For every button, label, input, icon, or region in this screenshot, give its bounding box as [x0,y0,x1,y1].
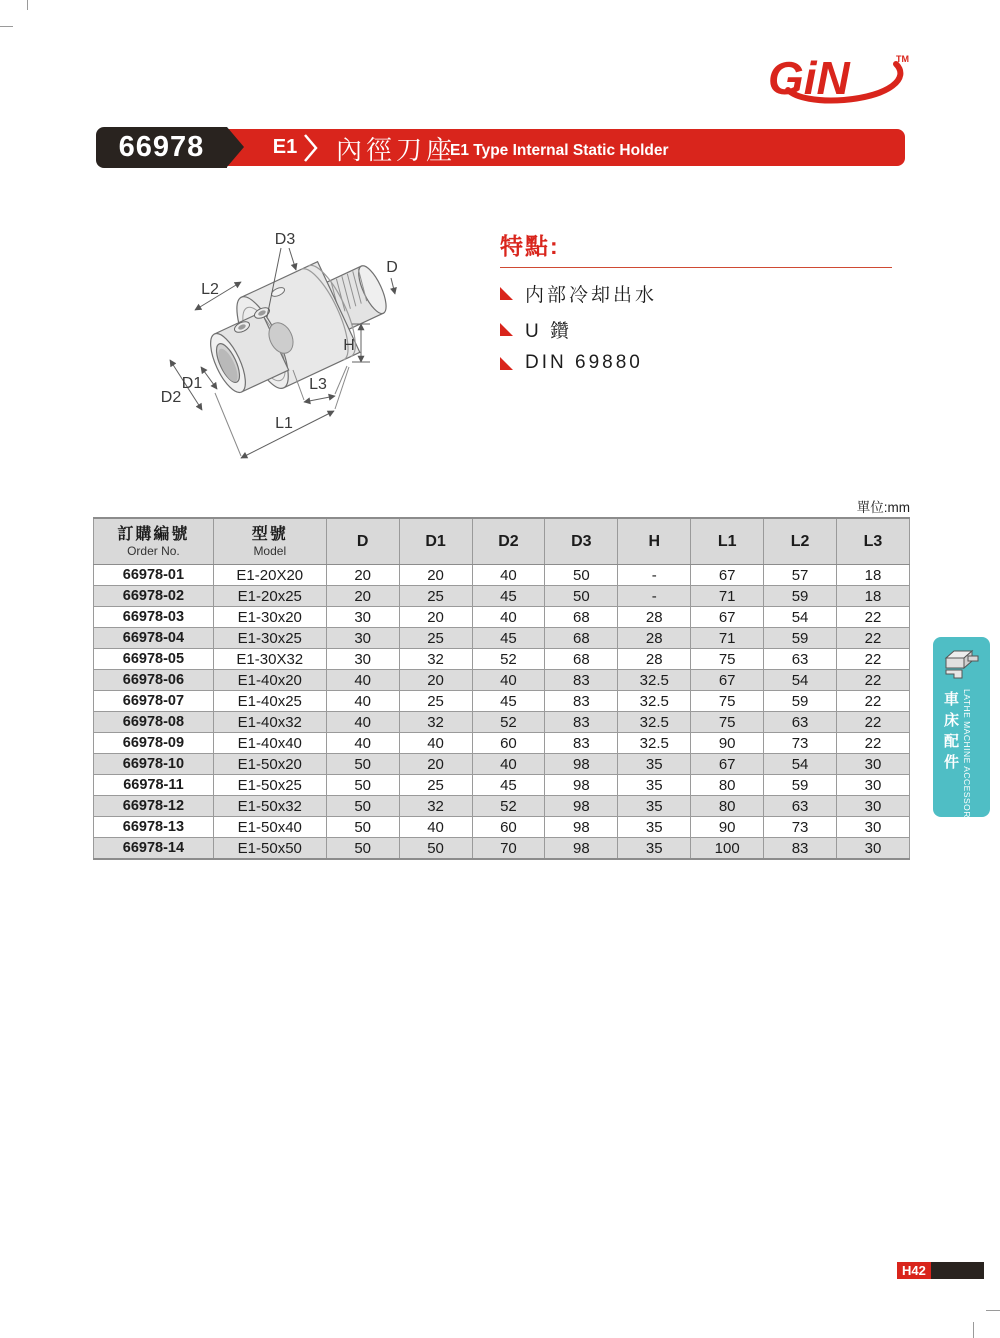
order-no-cell: 66978-02 [94,586,214,607]
dim-value-cell: 83 [545,670,618,691]
col-order-en: Order No. [127,544,180,558]
dim-value-cell: 80 [691,775,764,796]
logo-text: GiN [768,52,850,104]
page-number-bar [931,1262,984,1279]
feature-text: DIN 69880 [525,352,643,373]
dim-value-cell: 67 [691,670,764,691]
order-no-cell: 66978-11 [94,775,214,796]
table-row [94,565,910,586]
dim-value-cell: 20 [326,586,399,607]
dim-value-cell: 30 [326,628,399,649]
dim-value-cell: 32.5 [618,691,691,712]
table-row [94,733,910,754]
dim-value-cell: 52 [472,649,545,670]
dim-value-cell: 59 [764,691,837,712]
order-no-cell: 66978-05 [94,649,214,670]
code-box-arrow [227,127,244,167]
dim-value-cell: 25 [399,691,472,712]
features-heading: 特點: [500,228,892,268]
order-no-cell: 66978-06 [94,670,214,691]
dim-value-cell: 50 [326,754,399,775]
dim-value-cell: 50 [545,586,618,607]
dim-value-cell: 83 [545,733,618,754]
dim-value-cell: 40 [399,733,472,754]
model-cell: E1-30x25 [213,628,326,649]
category-side-tab [933,637,990,834]
dim-value-cell: 35 [618,817,691,838]
dim-value-cell: 59 [764,586,837,607]
brand-logo [758,48,913,114]
dim-value-cell: 73 [764,817,837,838]
model-cell: E1-20X20 [213,565,326,586]
model-cell: E1-40x25 [213,691,326,712]
dim-value-cell: 30 [326,649,399,670]
dim-value-cell: 35 [618,754,691,775]
dim-value-cell: 98 [545,754,618,775]
dim-value-cell: 32 [399,796,472,817]
dim-value-cell: 54 [764,607,837,628]
dim-value-cell: 83 [764,838,837,860]
dim-value-cell: 32 [399,712,472,733]
col-header-order-no [94,518,214,565]
features-section [500,228,892,383]
dim-value-cell: 45 [472,775,545,796]
dim-value-cell: 40 [472,670,545,691]
dim-value-cell: 68 [545,649,618,670]
dim-value-cell: 28 [618,649,691,670]
label-l2: L2 [201,281,219,298]
label-d2: D2 [160,389,182,406]
model-cell: E1-50x50 [213,838,326,860]
dim-value-cell: 68 [545,607,618,628]
dim-value-cell: 40 [472,565,545,586]
dim-value-cell: 54 [764,754,837,775]
dim-value-cell: 22 [837,670,910,691]
dim-value-cell: 20 [326,565,399,586]
dim-value-cell: 52 [472,712,545,733]
col-header-d: D [326,518,399,565]
order-no-cell: 66978-01 [94,565,214,586]
dim-value-cell: 25 [399,586,472,607]
order-no-cell: 66978-10 [94,754,214,775]
dim-value-cell: 100 [691,838,764,860]
table-row [94,649,910,670]
dim-value-cell: 50 [326,796,399,817]
feature-list [500,280,892,374]
dim-value-cell: 40 [326,691,399,712]
dim-value-cell: 50 [326,817,399,838]
order-no-cell: 66978-09 [94,733,214,754]
dim-value-cell: 40 [472,754,545,775]
table-header-row [94,518,910,565]
col-header-l3: L3 [837,518,910,565]
dim-value-cell: 67 [691,754,764,775]
dim-value-cell: 18 [837,565,910,586]
dim-value-cell: 25 [399,628,472,649]
dim-value-cell: 52 [472,796,545,817]
dim-value-cell: 18 [837,586,910,607]
col-header-d1: D1 [399,518,472,565]
dim-value-cell: 75 [691,649,764,670]
crop-mark-bottom-right-h [986,1310,1000,1311]
dim-value-cell: 67 [691,607,764,628]
crop-mark-top-left-h [0,26,13,27]
unit-label: 單位:mm [856,500,910,515]
table-row [94,796,910,817]
dim-value-cell: 32.5 [618,712,691,733]
col-header-h: H [618,518,691,565]
triangle-bullet-icon [500,287,513,300]
col-model-zh: 型號 [251,526,288,543]
label-d1: D1 [181,375,203,392]
crop-mark-top-left-v [27,0,28,10]
table-row [94,712,910,733]
table-row [94,628,910,649]
dim-value-cell: 28 [618,607,691,628]
table-row [94,607,910,628]
order-no-cell: 66978-14 [94,838,214,860]
dim-value-cell: 32 [399,649,472,670]
section-header-bar [96,129,905,166]
dim-value-cell: 50 [326,838,399,860]
dim-value-cell: 32.5 [618,670,691,691]
logo-tm: TM [896,54,909,64]
dim-value-cell: 83 [545,712,618,733]
model-cell: E1-40x40 [213,733,326,754]
order-code: 66978 [118,131,205,163]
table-row [94,838,910,860]
page-number-label: H42 [897,1262,931,1279]
dim-value-cell: 98 [545,838,618,860]
table-row [94,775,910,796]
order-code-box [96,127,227,168]
col-order-zh: 訂購編號 [117,526,190,543]
table-row [94,754,910,775]
dim-value-cell: - [618,565,691,586]
dim-value-cell: 75 [691,712,764,733]
dim-value-cell: 22 [837,607,910,628]
dim-value-cell: 63 [764,712,837,733]
table-row [94,691,910,712]
label-d3: D3 [274,231,296,248]
page-number [897,1262,984,1279]
dim-value-cell: 54 [764,670,837,691]
dim-value-cell: 32.5 [618,733,691,754]
dim-value-cell: 50 [399,838,472,860]
dim-value-cell: 30 [837,817,910,838]
order-no-cell: 66978-07 [94,691,214,712]
model-cell: E1-50x32 [213,796,326,817]
dim-value-cell: 30 [837,754,910,775]
dim-value-cell: 98 [545,796,618,817]
dim-value-cell: 30 [837,838,910,860]
dim-value-cell: 57 [764,565,837,586]
order-no-cell: 66978-13 [94,817,214,838]
dim-value-cell: 35 [618,838,691,860]
label-l3: L3 [309,376,327,393]
dim-value-cell: 40 [472,607,545,628]
dim-value-cell: 40 [399,817,472,838]
dim-value-cell: 22 [837,649,910,670]
dim-value-cell: 68 [545,628,618,649]
tool-holder-icon [940,644,983,692]
dim-value-cell: 20 [399,754,472,775]
model-cell: E1-30x20 [213,607,326,628]
dim-value-cell: 63 [764,649,837,670]
dim-value-cell: 30 [837,775,910,796]
dim-value-cell: 98 [545,775,618,796]
dim-value-cell: 40 [326,670,399,691]
dim-value-cell: 20 [399,565,472,586]
model-cell: E1-50x25 [213,775,326,796]
dim-value-cell: 71 [691,586,764,607]
chevron-right-icon [302,133,320,168]
feature-item [500,316,892,343]
dim-value-cell: 45 [472,586,545,607]
product-diagram [118,220,470,487]
dim-value-cell: 59 [764,775,837,796]
page-title-zh: 內徑刀座 [336,135,457,165]
col-header-l1: L1 [691,518,764,565]
triangle-bullet-icon [500,323,513,336]
model-cell: E1-40x20 [213,670,326,691]
dim-value-cell: 63 [764,796,837,817]
dim-value-cell: 28 [618,628,691,649]
dim-value-cell: 25 [399,775,472,796]
model-cell: E1-40x32 [213,712,326,733]
col-header-model [213,518,326,565]
dim-value-cell: 75 [691,691,764,712]
feature-item [500,352,892,374]
dim-value-cell: 67 [691,565,764,586]
dim-value-cell: 70 [472,838,545,860]
dim-value-cell: 98 [545,817,618,838]
side-tab-title-zh: 車床配件 [942,691,959,775]
model-cell: E1-30X32 [213,649,326,670]
triangle-bullet-icon [500,357,513,370]
dim-value-cell: 90 [691,817,764,838]
feature-item [500,280,892,307]
col-header-l2: L2 [764,518,837,565]
model-cell: E1-50x40 [213,817,326,838]
col-header-d2: D2 [472,518,545,565]
dim-value-cell: 50 [545,565,618,586]
feature-text: 内部冷却出水 [525,285,658,306]
table-row [94,670,910,691]
dim-value-cell: 73 [764,733,837,754]
col-model-en: Model [253,544,287,558]
spec-table [93,517,910,860]
label-h: H [343,337,355,354]
dim-value-cell: 22 [837,691,910,712]
dim-value-cell: 22 [837,733,910,754]
dim-value-cell: 30 [326,607,399,628]
dim-value-cell: 20 [399,670,472,691]
dim-value-cell: 45 [472,628,545,649]
dim-value-cell: 80 [691,796,764,817]
order-no-cell: 66978-12 [94,796,214,817]
dim-value-cell: 45 [472,691,545,712]
dim-value-cell: 35 [618,796,691,817]
dim-value-cell: 30 [837,796,910,817]
dim-value-cell: 60 [472,733,545,754]
dim-value-cell: 50 [326,775,399,796]
feature-text: U 鑽 [525,321,573,342]
table-row [94,586,910,607]
series-label: E1 [272,136,298,158]
dim-value-cell: 20 [399,607,472,628]
dim-value-cell: - [618,586,691,607]
side-tab-title-en: LATHE MACHINE ACCESSORIES [962,689,972,834]
order-no-cell: 66978-03 [94,607,214,628]
table-row [94,817,910,838]
dim-value-cell: 60 [472,817,545,838]
col-header-d3: D3 [545,518,618,565]
label-d: D [386,259,398,276]
dim-value-cell: 22 [837,712,910,733]
model-cell: E1-20x25 [213,586,326,607]
dim-value-cell: 40 [326,733,399,754]
dim-value-cell: 59 [764,628,837,649]
page-title-en: E1 Type Internal Static Holder [450,141,669,159]
dim-value-cell: 83 [545,691,618,712]
table-body [94,565,910,860]
crop-mark-bottom-right-v [973,1322,974,1338]
model-cell: E1-50x20 [213,754,326,775]
dim-value-cell: 40 [326,712,399,733]
dim-value-cell: 90 [691,733,764,754]
order-no-cell: 66978-08 [94,712,214,733]
dim-value-cell: 22 [837,628,910,649]
label-l1: L1 [275,415,293,432]
dim-value-cell: 35 [618,775,691,796]
dim-value-cell: 71 [691,628,764,649]
order-no-cell: 66978-04 [94,628,214,649]
